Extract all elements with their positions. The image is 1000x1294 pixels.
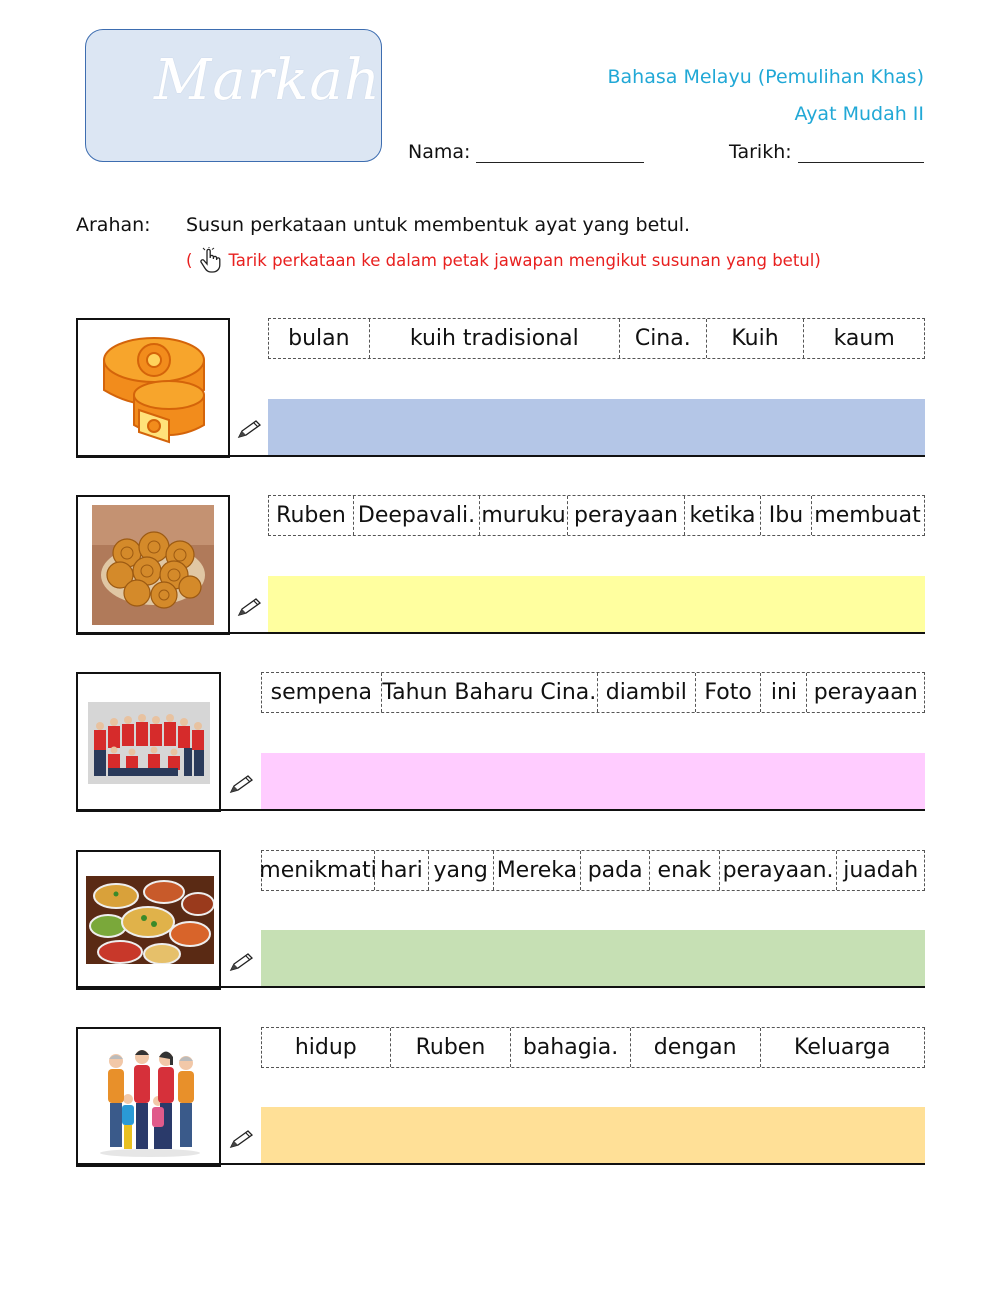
pencil-icon bbox=[228, 773, 256, 795]
word-tile[interactable]: membuat bbox=[814, 503, 921, 528]
muruku-icon bbox=[92, 505, 214, 625]
word-tile[interactable]: juadah bbox=[843, 858, 919, 883]
word-tile[interactable]: dengan bbox=[631, 1028, 761, 1067]
score-box bbox=[85, 29, 382, 162]
pencil-icon bbox=[228, 951, 256, 973]
word-tile[interactable]: Ruben bbox=[269, 496, 354, 535]
word-tile[interactable]: enak bbox=[650, 851, 720, 890]
word-tile[interactable]: menikmati bbox=[262, 851, 375, 890]
word-tile[interactable]: ini bbox=[761, 673, 807, 712]
word-tile[interactable]: Keluarga bbox=[793, 1035, 891, 1060]
divider-3 bbox=[76, 809, 261, 811]
answer-box-3[interactable] bbox=[261, 753, 925, 811]
family-icon bbox=[94, 1043, 206, 1159]
date-field bbox=[729, 141, 924, 163]
feast-icon bbox=[86, 876, 214, 964]
word-tile[interactable]: ketika bbox=[685, 496, 761, 535]
divider-5 bbox=[76, 1163, 261, 1165]
hint-text: Tarik perkataan ke dalam petak jawapan mengikut susunan yang betul) bbox=[228, 250, 821, 270]
question-5-image bbox=[76, 1027, 221, 1167]
word-tile[interactable]: perayaan. bbox=[720, 851, 838, 890]
word-bank-5 bbox=[261, 1027, 925, 1068]
subject-title: Bahasa Melayu (Pemulihan Khas) bbox=[607, 66, 924, 88]
instruction-label: Arahan: bbox=[76, 214, 151, 236]
word-tile[interactable]: pada bbox=[581, 851, 650, 890]
answer-box-2[interactable] bbox=[268, 576, 925, 634]
word-bank-3 bbox=[261, 672, 925, 713]
question-4-image bbox=[76, 850, 221, 990]
mooncake-icon bbox=[94, 330, 214, 448]
answer-box-1[interactable] bbox=[268, 399, 925, 457]
answer-box-4[interactable] bbox=[261, 930, 925, 988]
answer-box-5[interactable] bbox=[261, 1107, 925, 1165]
word-tile[interactable]: Ibu bbox=[761, 496, 812, 535]
family-photo-icon bbox=[88, 702, 210, 784]
date-label: Tarikh: bbox=[729, 141, 792, 163]
divider-2 bbox=[76, 632, 268, 634]
word-tile[interactable]: hari bbox=[375, 851, 429, 890]
instruction-text: Susun perkataan untuk membentuk ayat yang betul. bbox=[186, 214, 691, 236]
word-tile[interactable]: Deepavali. bbox=[354, 496, 480, 535]
question-3-image bbox=[76, 672, 221, 812]
word-tile[interactable]: Foto bbox=[696, 673, 762, 712]
word-tile[interactable]: Mereka bbox=[494, 851, 582, 890]
word-bank-4 bbox=[261, 850, 925, 891]
name-field bbox=[408, 141, 644, 163]
word-tile[interactable]: bahagia. bbox=[511, 1028, 631, 1067]
word-bank-2 bbox=[268, 495, 925, 536]
word-tile[interactable]: hidup bbox=[262, 1028, 391, 1067]
pencil-icon bbox=[236, 418, 264, 440]
word-tile[interactable]: kaum bbox=[833, 326, 895, 351]
question-2-image bbox=[76, 495, 230, 635]
word-tile[interactable]: sempena bbox=[262, 673, 382, 712]
word-tile[interactable]: perayaan bbox=[813, 680, 918, 705]
word-tile[interactable]: Kuih bbox=[707, 319, 805, 358]
word-tile[interactable]: Cina. bbox=[620, 319, 707, 358]
question-1-image bbox=[76, 318, 230, 458]
word-tile[interactable]: yang bbox=[429, 851, 494, 890]
date-blank[interactable] bbox=[798, 142, 924, 163]
divider-4 bbox=[76, 986, 261, 988]
topic-title: Ayat Mudah II bbox=[794, 103, 924, 125]
pencil-icon bbox=[236, 596, 264, 618]
score-label: Markah bbox=[154, 48, 381, 113]
word-tile[interactable]: Ruben bbox=[391, 1028, 512, 1067]
word-tile[interactable]: bulan bbox=[269, 319, 370, 358]
pointer-hand-icon bbox=[198, 247, 222, 273]
divider-1 bbox=[76, 455, 268, 457]
hint-open-paren: ( bbox=[186, 250, 193, 270]
word-tile[interactable]: perayaan bbox=[568, 496, 685, 535]
instruction-hint bbox=[186, 247, 821, 273]
word-bank-1 bbox=[268, 318, 925, 359]
word-tile[interactable]: muruku bbox=[480, 496, 568, 535]
name-blank[interactable] bbox=[476, 142, 644, 163]
word-tile[interactable]: diambil bbox=[598, 673, 696, 712]
word-tile[interactable]: kuih tradisional bbox=[370, 319, 620, 358]
word-tile[interactable]: Tahun Baharu Cina. bbox=[382, 673, 598, 712]
name-label: Nama: bbox=[408, 141, 471, 163]
pencil-icon bbox=[228, 1128, 256, 1150]
